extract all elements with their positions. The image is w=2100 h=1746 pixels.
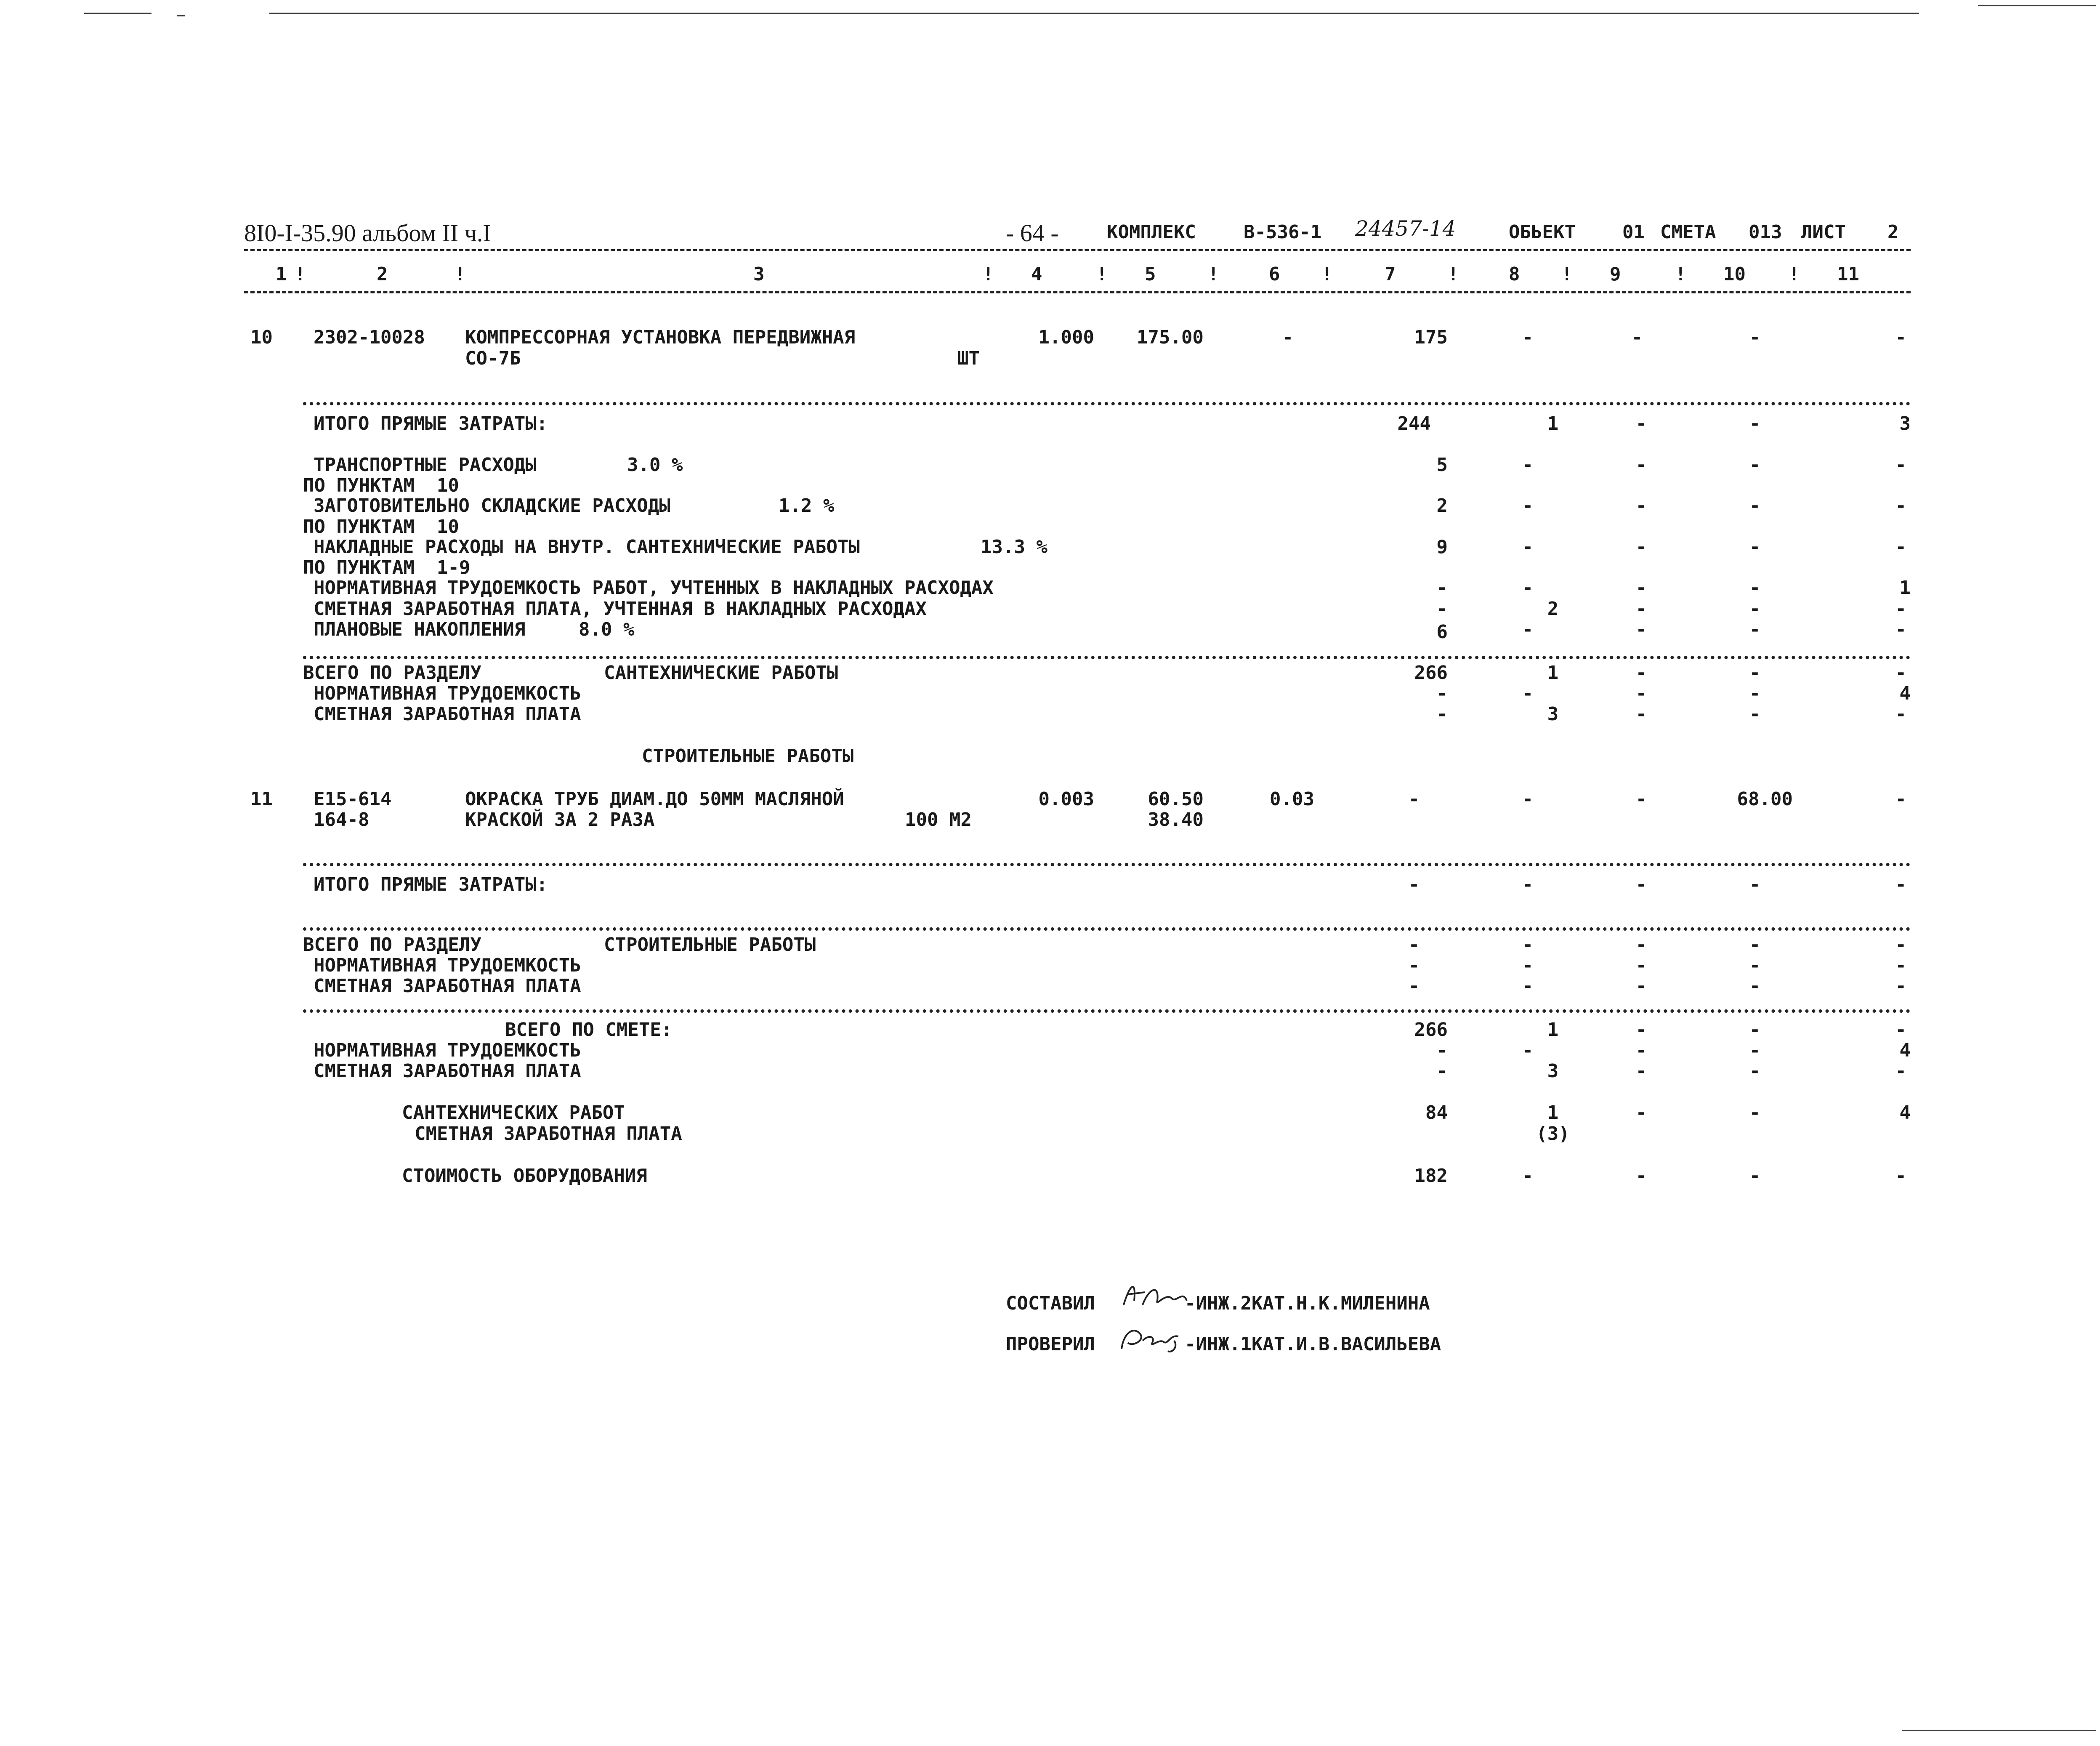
col5-value: 60.50 — [1148, 788, 1204, 810]
column-number: 5 — [1145, 263, 1156, 285]
item-code: 2302-10028 — [314, 327, 425, 348]
scan-line — [177, 15, 185, 16]
col7-value: 5 — [1436, 454, 1448, 476]
col7-value: - — [1436, 577, 1448, 599]
smeta-label: СМЕТА — [1660, 221, 1716, 243]
section-name: СТРОИТЕЛЬНЫЕ РАБОТЫ — [604, 934, 816, 956]
item-number: 11 — [250, 788, 273, 810]
col8-value: - — [1522, 683, 1534, 704]
dotted-rule — [303, 656, 1911, 659]
row-label: НОРМАТИВНАЯ ТРУДОЕМКОСТЬ — [314, 1040, 581, 1061]
col8-value: - — [1522, 536, 1534, 558]
row-label: ИТОГО ПРЯМЫЕ ЗАТРАТЫ: — [314, 413, 548, 434]
scan-line — [269, 13, 1919, 14]
col7-value: 2 — [1436, 495, 1448, 516]
col9-value: - — [1635, 1040, 1647, 1061]
dotted-rule — [303, 402, 1911, 405]
row-label: СМЕТНАЯ ЗАРАБОТНАЯ ПЛАТА — [415, 1123, 682, 1144]
col11-value: - — [1895, 703, 1906, 725]
col11-value: - — [1895, 975, 1906, 997]
col8-value: - — [1522, 975, 1534, 997]
col8-value: 3 — [1547, 703, 1559, 725]
col8-value: - — [1522, 454, 1534, 476]
col8-value: 2 — [1547, 598, 1559, 620]
col9-value: - — [1635, 413, 1647, 434]
col9-value: - — [1635, 975, 1647, 997]
row-rate: 13.3 % — [981, 536, 1047, 558]
col6-value: - — [1282, 327, 1294, 348]
col7-value: 9 — [1436, 536, 1448, 558]
col9-value: - — [1635, 619, 1647, 640]
col8-value: - — [1522, 955, 1534, 976]
handwritten-signature — [1115, 1317, 1187, 1355]
col11-value: - — [1895, 874, 1906, 895]
row-label: ВСЕГО ПО РАЗДЕЛУ — [303, 934, 481, 956]
complex-code: В-536-1 — [1244, 221, 1322, 243]
row-rate: 8.0 % — [579, 619, 635, 640]
col10-value: - — [1749, 1102, 1761, 1123]
row-label: СТОИМОСТЬ ОБОРУДОВАНИЯ — [402, 1165, 647, 1187]
col9-value: - — [1635, 1165, 1647, 1187]
col8-value: - — [1522, 495, 1534, 516]
column-separator: ! — [1675, 263, 1686, 285]
column-number: 7 — [1385, 263, 1396, 285]
row-sublabel: ПО ПУНКТАМ 1-9 — [303, 557, 471, 578]
row-rate: 3.0 % — [627, 454, 683, 476]
row-label: ПЛАНОВЫЕ НАКОПЛЕНИЯ — [314, 619, 526, 640]
row-label: НАКЛАДНЫЕ РАСХОДЫ НА ВНУТР. САНТЕХНИЧЕСКИЕ РАБОТЫ — [314, 536, 860, 558]
col7-value: - — [1408, 934, 1420, 956]
col11-value: 4 — [1899, 683, 1911, 704]
item-code: 164-8 — [314, 809, 369, 830]
col11-value: - — [1895, 955, 1906, 976]
col10-value: - — [1749, 1165, 1761, 1187]
dotted-rule — [303, 927, 1911, 931]
row-label: СМЕТНАЯ ЗАРАБОТНАЯ ПЛАТА, УЧТЕННАЯ В НАКЛАДНЫХ РАСХОДАХ — [314, 598, 927, 620]
column-number: 1 — [276, 263, 287, 285]
col11-value: 4 — [1899, 1040, 1911, 1061]
col8-value: - — [1522, 327, 1534, 348]
col11-value: - — [1895, 662, 1906, 684]
col7-value: - — [1436, 1060, 1448, 1082]
col10-value: - — [1749, 683, 1761, 704]
object-number: 01 — [1622, 221, 1645, 243]
column-number: 8 — [1509, 263, 1520, 285]
col8-value: - — [1522, 577, 1534, 599]
col7-value: 175 — [1414, 327, 1448, 348]
col10-value: - — [1749, 454, 1761, 476]
col10-value: - — [1749, 327, 1761, 348]
col9-value: - — [1635, 955, 1647, 976]
row-label: ИТОГО ПРЯМЫЕ ЗАТРАТЫ: — [314, 874, 548, 895]
col9-value: - — [1635, 703, 1647, 725]
col11-value: - — [1895, 788, 1906, 810]
column-separator: ! — [295, 263, 306, 285]
object-label: ОБЬЕКТ — [1509, 221, 1576, 243]
col11-value: - — [1895, 619, 1906, 640]
col11-value: 4 — [1899, 1102, 1911, 1123]
column-separator: ! — [1789, 263, 1800, 285]
col10-value: - — [1749, 874, 1761, 895]
col11-value: - — [1895, 536, 1906, 558]
col9-value: - — [1635, 598, 1647, 620]
smeta-number: 013 — [1749, 221, 1782, 243]
col8-value: (3) — [1536, 1123, 1570, 1144]
item-code: Е15-614 — [314, 788, 392, 810]
col8-value: - — [1522, 874, 1534, 895]
row-sublabel: ПО ПУНКТАМ 10 — [303, 475, 459, 496]
col8-value: - — [1522, 619, 1534, 640]
column-number: 3 — [753, 263, 765, 285]
row-label: ЗАГОТОВИТЕЛЬНО СКЛАДСКИЕ РАСХОДЫ — [314, 495, 670, 516]
column-separator: ! — [1096, 263, 1108, 285]
item-name: ОКРАСКА ТРУБ ДИАМ.ДО 50ММ МАСЛЯНОЙ — [465, 788, 844, 810]
col9-value: - — [1635, 788, 1647, 810]
column-number: 6 — [1269, 263, 1280, 285]
col8-value: - — [1522, 1040, 1534, 1061]
col10-value: - — [1749, 598, 1761, 620]
row-label: НОРМАТИВНАЯ ТРУДОЕМКОСТЬ РАБОТ, УЧТЕННЫХ В НАКЛАДНЫХ РАСХОДАХ — [314, 577, 994, 599]
col9-value: - — [1635, 874, 1647, 895]
col9-value: - — [1635, 454, 1647, 476]
checked-label: ПРОВЕРИЛ — [1006, 1333, 1095, 1355]
col11-value: 3 — [1899, 413, 1911, 434]
section-name: САНТЕХНИЧЕСКИЕ РАБОТЫ — [604, 662, 838, 684]
row-label: ВСЕГО ПО РАЗДЕЛУ — [303, 662, 481, 684]
row-label: СМЕТНАЯ ЗАРАБОТНАЯ ПЛАТА — [314, 703, 581, 725]
column-separator: ! — [1321, 263, 1333, 285]
col4-value: 1.000 — [1038, 327, 1094, 348]
column-number: 10 — [1723, 263, 1746, 285]
row-label: ВСЕГО ПО СМЕТЕ: — [505, 1019, 673, 1041]
col8-value: 1 — [1547, 1102, 1559, 1123]
column-number: 9 — [1610, 263, 1621, 285]
col11-value: - — [1895, 598, 1906, 620]
dotted-rule — [303, 1009, 1911, 1013]
section-2-title: СТРОИТЕЛЬНЫЕ РАБОТЫ — [642, 745, 854, 767]
col11-value: - — [1895, 1019, 1906, 1041]
col8-value: 1 — [1547, 662, 1559, 684]
item-name: КРАСКОЙ ЗА 2 РАЗА — [465, 809, 655, 830]
col9-value: - — [1635, 683, 1647, 704]
col10-value: - — [1749, 577, 1761, 599]
column-separator: ! — [1561, 263, 1573, 285]
col10-value: - — [1749, 975, 1761, 997]
row-label: СМЕТНАЯ ЗАРАБОТНАЯ ПЛАТА — [314, 975, 581, 997]
col10-value: - — [1749, 703, 1761, 725]
col7-value: - — [1408, 874, 1420, 895]
col8-value: 1 — [1547, 1019, 1559, 1041]
complex-label: КОМПЛЕКС — [1107, 221, 1196, 243]
col8-value: - — [1522, 1165, 1534, 1187]
col7-value: 244 — [1397, 413, 1431, 434]
column-separator: ! — [1208, 263, 1219, 285]
complex-handwritten: 24457-14 — [1355, 216, 1456, 241]
col6-value: 0.03 — [1270, 788, 1314, 810]
col7-value: - — [1436, 598, 1448, 620]
column-separator: ! — [455, 263, 466, 285]
page-number: - 64 - — [1006, 219, 1059, 247]
col10-value: - — [1749, 955, 1761, 976]
col10-value: - — [1749, 934, 1761, 956]
col9-value: - — [1635, 1060, 1647, 1082]
album-title: 8I0-I-35.90 альбом II ч.I — [244, 219, 491, 247]
column-rule — [244, 291, 1911, 293]
col9-value: - — [1635, 495, 1647, 516]
checked-by: -ИНЖ.1КАТ.И.В.ВАСИЛЬЕВА — [1185, 1333, 1441, 1355]
handwritten-signature — [1119, 1275, 1191, 1313]
col5-value: 38.40 — [1148, 809, 1204, 830]
item-unit: ШТ — [957, 348, 980, 369]
col8-value: 3 — [1547, 1060, 1559, 1082]
col7-value: 6 — [1436, 621, 1448, 643]
row-rate: 1.2 % — [779, 495, 835, 516]
col8-value: - — [1522, 788, 1534, 810]
col10-value: - — [1749, 536, 1761, 558]
column-separator: ! — [983, 263, 994, 285]
dotted-rule — [303, 863, 1911, 866]
col10-value: - — [1749, 1040, 1761, 1061]
col7-value: - — [1408, 955, 1420, 976]
col9-value: - — [1631, 327, 1643, 348]
col10-value: 68.00 — [1737, 788, 1793, 810]
sheet-number: 2 — [1887, 221, 1899, 243]
item-name: СО-7Б — [465, 348, 521, 369]
col7-value: 266 — [1414, 662, 1448, 684]
compiled-label: СОСТАВИЛ — [1006, 1293, 1095, 1314]
col7-value: 84 — [1425, 1102, 1448, 1123]
col11-value: - — [1895, 934, 1906, 956]
col11-value: - — [1895, 454, 1906, 476]
scan-line — [1978, 5, 2096, 6]
col7-value: 266 — [1414, 1019, 1448, 1041]
col9-value: - — [1635, 1019, 1647, 1041]
row-label: НОРМАТИВНАЯ ТРУДОЕМКОСТЬ — [314, 683, 581, 704]
col4-value: 0.003 — [1038, 788, 1094, 810]
scan-line — [84, 13, 152, 14]
column-number: 4 — [1031, 263, 1042, 285]
col11-value: 1 — [1899, 577, 1911, 599]
col10-value: - — [1749, 662, 1761, 684]
col9-value: - — [1635, 577, 1647, 599]
col8-value: - — [1522, 934, 1534, 956]
row-label: НОРМАТИВНАЯ ТРУДОЕМКОСТЬ — [314, 955, 581, 976]
col9-value: - — [1635, 536, 1647, 558]
item-unit: 100 М2 — [905, 809, 972, 830]
col5-value: 175.00 — [1137, 327, 1204, 348]
compiled-by: -ИНЖ.2КАТ.Н.К.МИЛЕНИНА — [1185, 1293, 1430, 1314]
col7-value: - — [1408, 975, 1420, 997]
item-number: 10 — [250, 327, 273, 348]
col11-value: - — [1895, 1165, 1906, 1187]
col7-value: - — [1436, 1040, 1448, 1061]
col7-value: - — [1436, 683, 1448, 704]
row-label: ТРАНСПОРТНЫЕ РАСХОДЫ — [314, 454, 537, 476]
row-label: САНТЕХНИЧЕСКИХ РАБОТ — [402, 1102, 625, 1123]
col10-value: - — [1749, 413, 1761, 434]
col7-value: - — [1436, 703, 1448, 725]
col11-value: - — [1895, 1060, 1906, 1082]
scan-line — [1902, 1730, 2096, 1731]
col7-value: - — [1408, 788, 1420, 810]
col11-value: - — [1895, 327, 1906, 348]
column-number: 2 — [377, 263, 388, 285]
row-label: СМЕТНАЯ ЗАРАБОТНАЯ ПЛАТА — [314, 1060, 581, 1082]
col8-value: 1 — [1547, 413, 1559, 434]
sheet-label: ЛИСТ — [1801, 221, 1846, 243]
col10-value: - — [1749, 495, 1761, 516]
item-name: КОМПРЕССОРНАЯ УСТАНОВКА ПЕРЕДВИЖНАЯ — [465, 327, 856, 348]
col10-value: - — [1749, 1019, 1761, 1041]
column-number: 11 — [1837, 263, 1859, 285]
col9-value: - — [1635, 1102, 1647, 1123]
col10-value: - — [1749, 619, 1761, 640]
col7-value: 182 — [1414, 1165, 1448, 1187]
col9-value: - — [1635, 662, 1647, 684]
col11-value: - — [1895, 495, 1906, 516]
col9-value: - — [1635, 934, 1647, 956]
row-sublabel: ПО ПУНКТАМ 10 — [303, 516, 459, 538]
header-rule — [244, 249, 1911, 251]
col10-value: - — [1749, 1060, 1761, 1082]
column-separator: ! — [1448, 263, 1459, 285]
